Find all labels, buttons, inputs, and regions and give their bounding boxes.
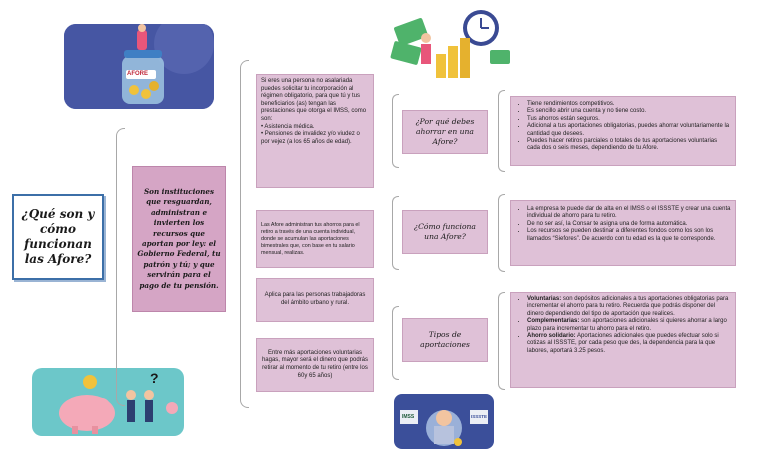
type-text: Aportaciones adicionales que puedes efectuar solo si cotizas al ISSSTE, por cada peso que des, la dependencia para la que labores, aportará 3.25 pesos. (527, 333, 719, 354)
info-box-individual-account (256, 210, 374, 268)
institutions-illustration (394, 394, 494, 449)
main-title-box (12, 194, 104, 280)
list-item: • Los recursos se pueden destinar a diferentes fondos como los son los llamados “Siefores”. De acuerdo con tu edad es la que te corresponde. (527, 228, 731, 243)
brace-middle (240, 60, 249, 408)
type-text: son aportaciones adicionales si quieres ahorrar a largo plazo para incrementar tu ahorro para el retiro. (527, 318, 727, 332)
imss-logo: IMSS (402, 414, 415, 420)
list-item: • Es sencillo abrir una cuenta y no tiene costo. (527, 108, 731, 115)
brace-how-detail (498, 194, 505, 272)
brace-types-detail (498, 292, 505, 390)
info-box-urban-rural-text: Aplica para las personas trabajadoras del ámbito urbano y rural. (264, 292, 366, 306)
list-item: • De no ser así, la Consar te asigna una de forma automática. (527, 221, 731, 228)
brace-types (392, 306, 399, 380)
type-term: Complementarias: (527, 318, 580, 325)
type-text: son depósitos adicionales a tus aportaciones obligatorias para incrementar el ahorro para tu retiro. Recuerda que podrás disponer del dinero dependiendo del tipo de aportación que realices. (527, 296, 729, 317)
detail-how-box (510, 200, 736, 266)
list-item: • La empresa te puede dar de alta en el IMSS o el ISSSTE y crear una cuenta individual de ahorro para tu retiro. (527, 206, 731, 221)
jar-label: AFORE (127, 71, 148, 77)
info-box-voluntary (256, 338, 374, 392)
money-clock-illustration (386, 4, 514, 84)
definition-box (132, 166, 226, 312)
savings-jar-illustration (64, 24, 214, 109)
list-item (527, 333, 731, 355)
question-marks: ? (150, 370, 159, 386)
type-term: Ahorro solidario: (527, 333, 576, 340)
main-title: ¿Qué son y cómo funcionan las Afore? (21, 207, 95, 266)
topic-how-label: ¿Cómo funciona una Afore? (414, 222, 476, 241)
topic-types-box (402, 318, 488, 362)
list-item: • Adicional a tus aportaciones obligatorias, puedes ahorrar voluntariamente la cantidad que desees. (527, 123, 731, 138)
topic-how-box (402, 210, 488, 254)
brace-left (116, 128, 125, 406)
info-box-non-salaried-item2: • Pensiones de invalidez y/o viudez o por vejez (a los 65 años de edad). (261, 131, 360, 145)
issste-logo: ISSSTE (471, 414, 488, 419)
info-box-individual-account-text: Las Afore administran tus ahorros para el retiro a través de una cuenta individual, donde se acumulan las aportaciones bimestrales que, con base en tu salario mensual, realizas. (261, 221, 360, 256)
brace-why (392, 94, 399, 168)
definition-text: Son instituciones que resguardan, administran e invierten los recursos que aportan por ley: el Gobierno Federal, tu patrón y tú; y que servirán para el pago de tu pensión. (137, 186, 221, 290)
topic-types-label: Tipos de aportaciones (420, 330, 470, 349)
detail-why-list (517, 101, 731, 153)
info-box-non-salaried-intro: Si eres una persona no asalariada puedes solicitar tu incorporación al régimen obligatorio, para que tú y tus beneficiarios (as) tengan las prestaciones que otorga el IMSS, como son: (261, 78, 367, 122)
detail-why-box (510, 96, 736, 166)
type-term: Voluntarias: (527, 296, 562, 302)
topic-why-box (402, 110, 488, 154)
brace-why-detail (498, 90, 505, 172)
topic-why-label: ¿Por qué debes ahorrar en una Afore? (415, 117, 475, 146)
list-item: • Tiene rendimientos competitivos. (527, 101, 731, 108)
info-box-non-salaried-item1: • Asistencia médica. (261, 123, 315, 130)
detail-types-list (517, 296, 731, 355)
detail-how-list (517, 206, 731, 243)
info-box-urban-rural (256, 278, 374, 322)
info-box-voluntary-text: Entre más aportaciones voluntarias hagas, mayor será el dinero que podrás retirar al momento de tu retiro (entre los 60y 65 años) (261, 349, 369, 379)
brace-how (392, 196, 399, 270)
list-item: • Tus ahorros están seguros. (527, 116, 731, 123)
piggy-bank-illustration (32, 368, 184, 436)
detail-types-box (510, 292, 736, 388)
list-item (527, 318, 731, 333)
list-item (527, 296, 731, 318)
list-item: • Puedes hacer retiros parciales o totales de tus aportaciones voluntarias cada dos o seis meses, dependiendo de tu Afore. (527, 138, 731, 153)
info-box-non-salaried (256, 74, 374, 188)
